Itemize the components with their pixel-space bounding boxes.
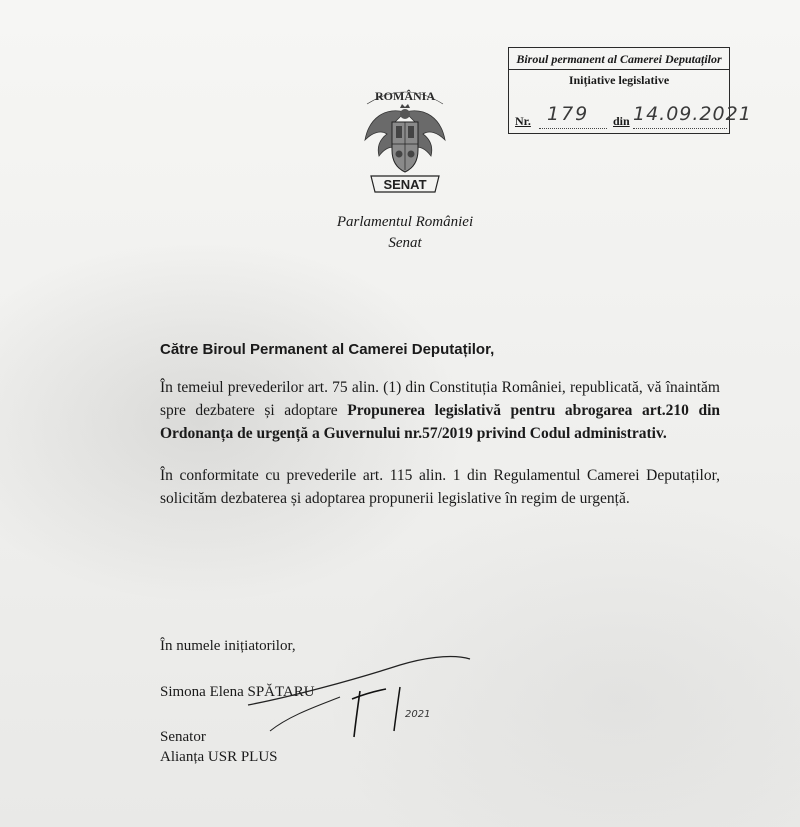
signatory-title: Senator bbox=[160, 729, 206, 745]
stamp-nr-value: 179 bbox=[547, 103, 590, 125]
stamp-nr-label: Nr. bbox=[515, 114, 531, 128]
addressee-line: Către Biroul Permanent al Camerei Deputaților, bbox=[160, 341, 495, 358]
paragraph-2: În conformitate cu prevederile art. 115 alin. 1 din Regulamentul Camerei Deputaților, solicităm dezbaterea și adoptarea propunerii legislative în regim de urgență. bbox=[160, 467, 720, 507]
institution-name: Parlamentul României bbox=[336, 214, 474, 230]
paragraph-1-plain: În temeiul prevederilor art. 75 alin. (1) din Constituția României, republicată, vă înaintăm spre dezbatere și adoptare bbox=[160, 379, 720, 419]
registration-stamp bbox=[508, 47, 752, 134]
signatory-name: Simona Elena SPĂTARU bbox=[160, 684, 315, 700]
on-behalf-line: În numele inițiatorilor, bbox=[160, 638, 296, 654]
stamp-din-line bbox=[633, 128, 727, 129]
signature-note: 2021 bbox=[405, 709, 431, 720]
stamp-nr-line bbox=[539, 128, 607, 129]
paragraph-1-bold: Propunerea legislativă pentru abrogarea art.210 din Ordonanța de urgență a Guvernului nr.57/2019 privind Codul administrativ. bbox=[160, 402, 721, 442]
institution-header bbox=[300, 212, 510, 254]
stamp-din-value: 14.09.2021 bbox=[633, 103, 752, 125]
emblem-bottom-text: SENAT bbox=[383, 177, 427, 192]
paragraph-1 bbox=[160, 376, 720, 445]
stamp-title: Biroul permanent al Camerei Deputaților bbox=[509, 48, 729, 70]
handwritten-signature bbox=[230, 645, 480, 745]
emblem-top-text: ROMÂNIA bbox=[375, 89, 435, 103]
chamber-name: Senat bbox=[388, 235, 422, 251]
stamp-din-label: din bbox=[613, 114, 630, 128]
coat-of-arms-icon bbox=[355, 82, 455, 200]
stamp-subtitle: Inițiative legislative bbox=[568, 73, 670, 87]
signatory-party: Alianța USR PLUS bbox=[160, 749, 278, 765]
